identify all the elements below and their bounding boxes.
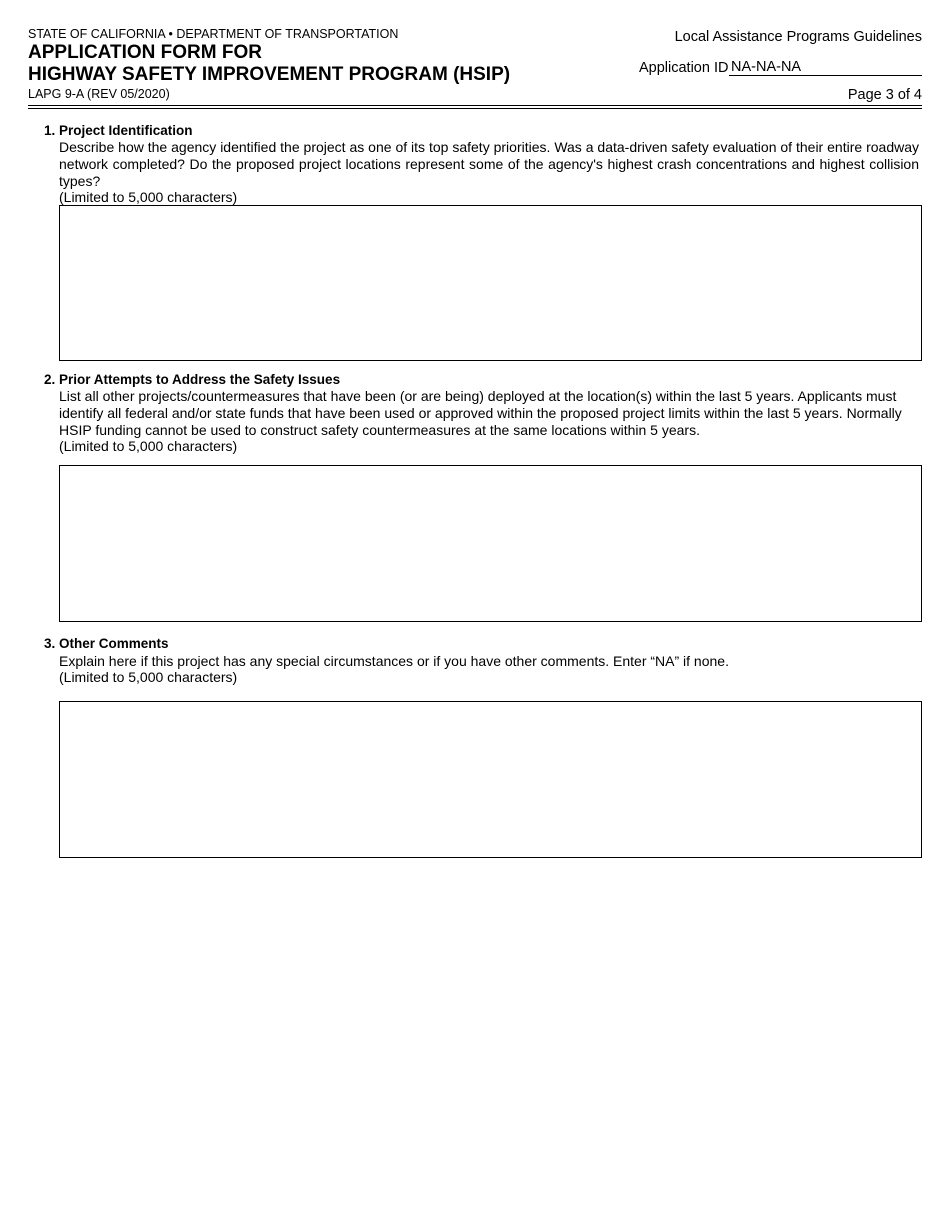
section-2-limit: (Limited to 5,000 characters) <box>59 438 238 454</box>
section-1-description: Describe how the agency identified the project as one of its top safety priorities. Was a data-driven safety evaluation of their entire roadway network completed? Do the proposed project locations represent some of the agency's highest crash concentrations and highest collision types? <box>59 139 919 189</box>
section-3-textarea[interactable] <box>59 701 922 858</box>
section-1-number: 1. <box>44 123 56 138</box>
section-2-number: 2. <box>44 372 56 387</box>
application-id-label: Application ID <box>639 60 729 76</box>
guidelines-label: Local Assistance Programs Guidelines <box>674 29 922 45</box>
section-3-number: 3. <box>44 636 56 651</box>
section-1-textarea[interactable] <box>59 205 922 361</box>
form-number: LAPG 9-A (REV 05/2020) <box>28 87 170 101</box>
section-3-description: Explain here if this project has any special circumstances or if you have other comments. Enter “NA” if none. <box>59 653 729 669</box>
form-title-line1: APPLICATION FORM FOR <box>28 42 262 63</box>
page-indicator: Page 3 of 4 <box>847 87 922 103</box>
section-2-textarea[interactable] <box>59 465 922 622</box>
application-id-field[interactable]: NA-NA-NA <box>729 59 922 76</box>
section-3-limit: (Limited to 5,000 characters) <box>59 669 238 685</box>
section-3-title: Other Comments <box>59 636 169 651</box>
department-heading: STATE OF CALIFORNIA • DEPARTMENT OF TRANSPORTATION <box>28 27 399 41</box>
section-1-limit: (Limited to 5,000 characters) <box>59 189 238 205</box>
header-divider <box>28 105 922 106</box>
section-2-description: List all other projects/countermeasures that have been (or are being) deployed at the location(s) within the last 5 years. Applicants must identify all federal and/or state funds that have been used or approved within the proposed project limits within the last 5 years. Normally HSIP funding cannot be used to construct safety countermeasures at the same locations within 5 years. <box>59 388 902 438</box>
section-1-title: Project Identification <box>59 123 193 138</box>
header-divider-double <box>28 108 922 109</box>
form-title-line2: HIGHWAY SAFETY IMPROVEMENT PROGRAM (HSIP) <box>28 64 511 85</box>
section-2-title: Prior Attempts to Address the Safety Issues <box>59 372 341 387</box>
